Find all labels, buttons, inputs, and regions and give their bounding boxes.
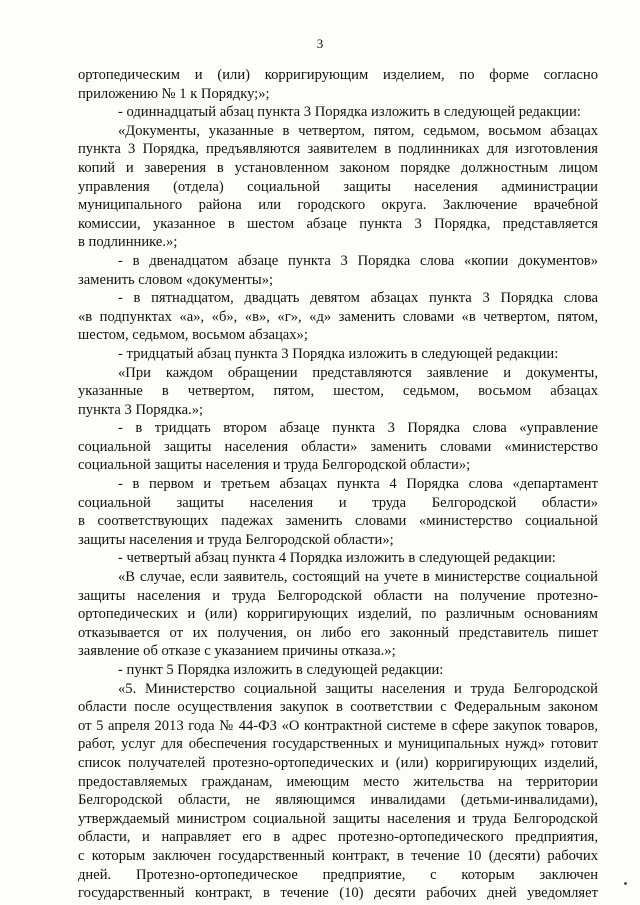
text-line: Белгородской области, не являющимся инвалидами (детьми-инвалидами),	[78, 792, 598, 809]
text-line: социальной защиты населения и труда Белгородской области»	[78, 494, 598, 511]
text-line: - четвертый абзац пункта 4 Порядка изложить в следующей редакции:	[118, 550, 556, 567]
text-line: «5. Министерство социальной защиты населения и труда Белгородской	[118, 680, 598, 697]
text-line: защиты населения и труда Белгородской области на получение протезно-	[78, 587, 598, 604]
text-line: - в первом и третьем абзацах пункта 4 Порядка слова «департамент	[118, 476, 598, 493]
text-line: комиссии, указанное в шестом абзаце пункта 3 Порядка, представляется	[78, 215, 598, 232]
text-line: ортопедическим и (или) корригирующим изделием, по форме согласно	[78, 67, 598, 83]
text-line: управления (отдела) социальной защиты населения администрации	[78, 178, 598, 195]
text-line: - в двенадцатом абзаце пункта 3 Порядка слова «копии документов»	[118, 252, 598, 269]
text-line: «При каждом обращении представляются заявление и документы,	[118, 364, 598, 381]
text-line: - одиннадцатый абзац пункта 3 Порядка изложить в следующей редакции:	[118, 104, 581, 121]
text-line: области, и направляет его в адрес протезно-ортопедического предприятия,	[78, 829, 598, 846]
text-line: защиты населения и труда Белгородской области»;	[78, 531, 394, 548]
text-line: шестом, седьмом, восьмом абзацах»;	[78, 327, 308, 344]
text-line: заменить словом «документы»;	[78, 271, 274, 288]
text-line: - в тридцать втором абзаце пункта 3 Порядка слова «управление	[118, 420, 598, 437]
text-line: - пункт 5 Порядка изложить в следующей редакции:	[118, 662, 444, 678]
scan-speck	[624, 882, 627, 885]
text-line: пункта 3 Порядка, предъявляются заявителем в подлинниках для изготовления	[78, 141, 598, 158]
text-line: утверждаемый министром социальной защиты населения и труда Белгородской	[78, 810, 598, 827]
text-line: ортопедических и (или) корригирующих изделий, по различным основаниям	[78, 606, 598, 623]
text-line: от 5 апреля 2013 года № 44-ФЗ «О контрактной системе в сфере закупок товаров,	[78, 717, 598, 734]
text-line: указанные в четвертом, пятом, шестом, седьмом, восьмом абзацах	[78, 383, 598, 400]
text-line: - в пятнадцатом, двадцать девятом абзацах пункта 3 Порядка слова	[118, 290, 598, 307]
text-line: предоставляемых гражданам, имеющим место жительства на территории	[78, 773, 598, 790]
text-line: копий и заверения в установленном законом порядке должностным лицом	[78, 159, 598, 176]
page-number: 3	[316, 36, 324, 51]
text-line: с которым заключен государственный контракт, в течение 10 (десяти) рабочих	[78, 847, 598, 864]
text-line: «Документы, указанные в четвертом, пятом, седьмом, восьмом абзацах	[118, 122, 598, 139]
text-line: приложению № 1 к Порядку;»;	[78, 85, 270, 102]
text-line: отказывается от их получения, он либо его законный представитель пишет	[78, 624, 598, 641]
text-line: государственный контракт, в течение (10) десяти рабочих дней уведомляет	[78, 885, 598, 902]
text-line: заявление об отказе с указанием причины отказа.»;	[78, 643, 396, 660]
text-line: список получателей протезно-ортопедических и (или) корригирующих изделий,	[78, 754, 598, 771]
text-line: «В случае, если заявитель, состоящий на учете в министерстве социальной	[118, 569, 598, 586]
text-line: в подлиннике.»;	[78, 234, 178, 251]
text-line: в соответствующих падежах заменить словами «министерство социальной	[78, 513, 598, 530]
text-line: социальной защиты населения и труда Белгородской области»;	[78, 457, 471, 474]
text-line: - тридцатый абзац пункта 3 Порядка изложить в следующей редакции:	[118, 345, 559, 362]
text-line: «в подпунктах «а», «б», «в», «г», «д» заменить словами «в четвертом, пятом,	[78, 308, 598, 325]
text-line: муниципального района или городского округа. Заключение врачебной	[78, 197, 598, 214]
text-line: области после осуществления закупок в соответствии с Федеральным законом	[78, 699, 598, 716]
text-line: работ, услуг для обеспечения государственных и муниципальных нужд» готовит	[78, 736, 598, 753]
text-line: дней. Протезно-ортопедическое предприятие, с которым заключен	[78, 866, 598, 883]
body-text	[78, 66, 598, 903]
text-line: социальной защиты населения области» заменить словами «министерство	[78, 438, 598, 455]
text-line: пункта 3 Порядка.»;	[78, 401, 204, 418]
